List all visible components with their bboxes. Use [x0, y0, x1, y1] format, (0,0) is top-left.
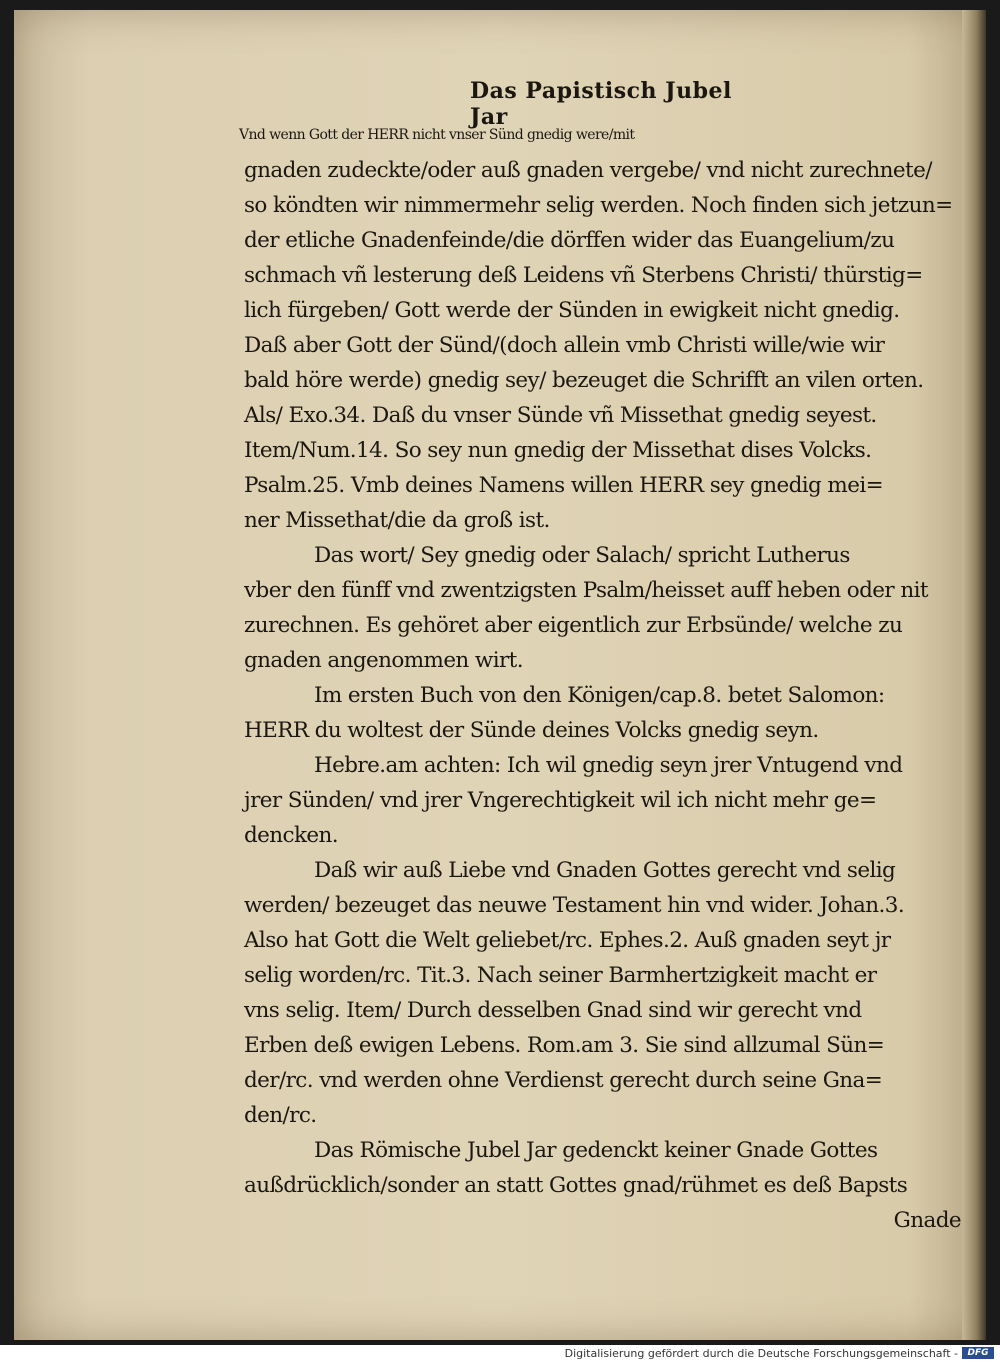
- text-line: HERR du woltest der Sünde deines Volcks gnedig seyn.: [244, 718, 819, 743]
- text-line: Erben deß ewigen Lebens. Rom.am 3. Sie sind allzumal Sün=: [244, 1033, 885, 1058]
- text-line: zurechnen. Es gehöret aber eigentlich zur Erbsünde/ welche zu: [244, 613, 903, 638]
- text-line: so köndten wir nimmermehr selig werden. Noch finden sich jetzun=: [244, 193, 953, 218]
- text-line: der etliche Gnadenfeinde/die dörffen wider das Euangelium/zu: [244, 228, 895, 253]
- text-line: selig worden/rc. Tit.3. Nach seiner Barmhertzigkeit macht er: [244, 963, 877, 988]
- text-line: jrer Sünden/ vnd jrer Vngerechtigkeit wil ich nicht mehr ge=: [244, 788, 877, 813]
- dfg-logo: DFG: [962, 1347, 994, 1359]
- text-line: vns selig. Item/ Durch desselben Gnad sind wir gerecht vnd: [244, 998, 862, 1023]
- catchword: Gnade: [893, 1208, 961, 1233]
- text-line: Daß wir auß Liebe vnd Gnaden Gottes gerecht vnd selig: [314, 858, 896, 883]
- text-line: Vnd wenn Gott der HERR nicht vnser Sünd gnedig were/mit: [239, 127, 635, 143]
- text-line: der/rc. vnd werden ohne Verdienst gerecht durch seine Gna=: [244, 1068, 883, 1093]
- text-line: werden/ bezeuget das neuwe Testament hin vnd wider. Johan.3.: [244, 893, 905, 918]
- text-line: Daß aber Gott der Sünd/(doch allein vmb Christi wille/wie wir: [244, 333, 885, 358]
- text-line: Also hat Gott die Welt geliebet/rc. Ephes.2. Auß gnaden seyt jr: [244, 928, 891, 953]
- text-line: Im ersten Buch von den Königen/cap.8. betet Salomon:: [314, 683, 885, 708]
- text-line: Als/ Exo.34. Daß du vnser Sünde vñ Missethat gnedig seyest.: [244, 403, 877, 428]
- text-line: den/rc.: [244, 1103, 317, 1128]
- text-line: Das Römische Jubel Jar gedenckt keiner Gnade Gottes: [314, 1138, 878, 1163]
- page-text: [239, 118, 969, 1238]
- footer: [0, 1345, 1000, 1362]
- text-line: vber den fünff vnd zwentzigsten Psalm/heisset auff heben oder nit: [244, 578, 928, 603]
- text-line: lich fürgeben/ Gott werde der Sünden in ewigkeit nicht gnedig.: [244, 298, 900, 323]
- text-line: dencken.: [244, 823, 339, 848]
- text-line: Das wort/ Sey gnedig oder Salach/ spricht Lutherus: [314, 543, 850, 568]
- text-line: ner Missethat/die da groß ist.: [244, 508, 550, 533]
- text-line: bald höre werde) gnedig sey/ bezeuget die Schrifft an vilen orten.: [244, 368, 924, 393]
- text-line: Hebre.am achten: Ich wil gnedig seyn jrer Vntugend vnd: [314, 753, 903, 778]
- text-line: Item/Num.14. So sey nun gnedig der Missethat dises Volcks.: [244, 438, 872, 463]
- running-head: Das Papistisch Jubel Jar: [470, 78, 732, 130]
- footer-credit: Digitalisierung gefördert durch die Deutsche Forschungsgemeinschaft -: [564, 1347, 958, 1360]
- text-line: gnaden angenommen wirt.: [244, 648, 523, 673]
- text-line: außdrücklich/sonder an statt Gottes gnad/rühmet es deß Bapsts: [244, 1173, 908, 1198]
- text-line: schmach vñ lesterung deß Leidens vñ Sterbens Christi/ thürstig=: [244, 263, 923, 288]
- text-line: gnaden zudeckte/oder auß gnaden vergebe/ vnd nicht zurechnete/: [244, 158, 932, 183]
- text-line: Psalm.25. Vmb deines Namens willen HERR sey gnedig mei=: [244, 473, 884, 498]
